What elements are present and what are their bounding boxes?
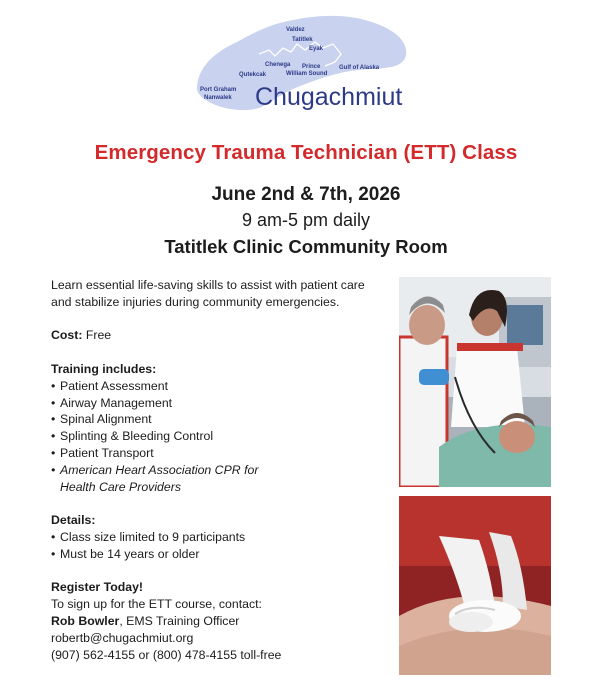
training-heading: Training includes: <box>51 361 157 376</box>
cost-label: Cost: <box>51 328 83 343</box>
event-title: Emergency Trauma Technician (ETT) Class <box>94 141 518 164</box>
logo-place-qutekcak: Qutekcak <box>239 72 267 78</box>
training-list <box>51 378 381 496</box>
event-time: 9 am-5 pm daily <box>241 210 371 230</box>
intro-line-2: and stabilize injuries during community emergencies. <box>51 294 340 309</box>
event-venue: Tatitlek Clinic Community Room <box>164 236 448 257</box>
logo-place-port-graham: Port Graham <box>200 87 237 93</box>
class-info <box>51 277 381 663</box>
logo-place-chenega: Chenega <box>265 62 291 68</box>
logo-place-prince: Prince <box>302 64 321 70</box>
training-item-cpr <box>51 462 381 496</box>
cost-value: Free <box>82 328 112 343</box>
training-item: • Patient Assessment <box>51 378 381 395</box>
logo-place-tatitlek: Tatitlek <box>292 37 313 43</box>
details-heading: Details: <box>51 513 96 528</box>
details-item: • Must be 14 years or older <box>51 546 381 563</box>
training-item: • Patient Transport <box>51 445 381 462</box>
intro-line-1: Learn essential life-saving skills to assist with patient care <box>51 278 365 292</box>
contact-email[interactable]: robertb@chugachmiut.org <box>51 630 194 645</box>
register-heading: Register Today! <box>51 580 144 595</box>
logo-place-william-sound: William Sound <box>286 71 328 77</box>
cost-line <box>51 327 381 344</box>
logo-brand-name: Chugachmiut <box>255 83 403 111</box>
cpr-photo <box>399 496 551 675</box>
chugachmiut-logo <box>185 8 425 114</box>
cpr-line-1: American Heart Association CPR for <box>60 462 259 477</box>
training-item: • Airway Management <box>51 395 381 412</box>
contact-line <box>51 613 381 630</box>
register-line: To sign up for the ETT course, contact: <box>51 597 262 612</box>
logo-place-nanwalek: Nanwalek <box>204 95 232 101</box>
logo-place-eyak: Eyak <box>309 46 324 52</box>
training-item: • Spinal Alignment <box>51 411 381 428</box>
contact-name: Rob Bowler <box>51 613 120 628</box>
logo-place-gulf-of-alaska: Gulf of Alaska <box>339 65 380 71</box>
contact-phone: (907) 562-4155 or (800) 478-4155 toll-free <box>51 647 282 662</box>
logo-place-valdez: Valdez <box>286 27 305 33</box>
cpr-line-2: Health Care Providers <box>60 479 181 494</box>
details-item: • Class size limited to 9 participants <box>51 529 381 546</box>
contact-role: , EMS Training Officer <box>119 613 240 628</box>
training-item: • Splinting & Bleeding Control <box>51 428 381 445</box>
event-date: June 2nd & 7th, 2026 <box>211 184 401 205</box>
paramedics-photo <box>399 277 551 487</box>
details-list <box>51 529 381 563</box>
